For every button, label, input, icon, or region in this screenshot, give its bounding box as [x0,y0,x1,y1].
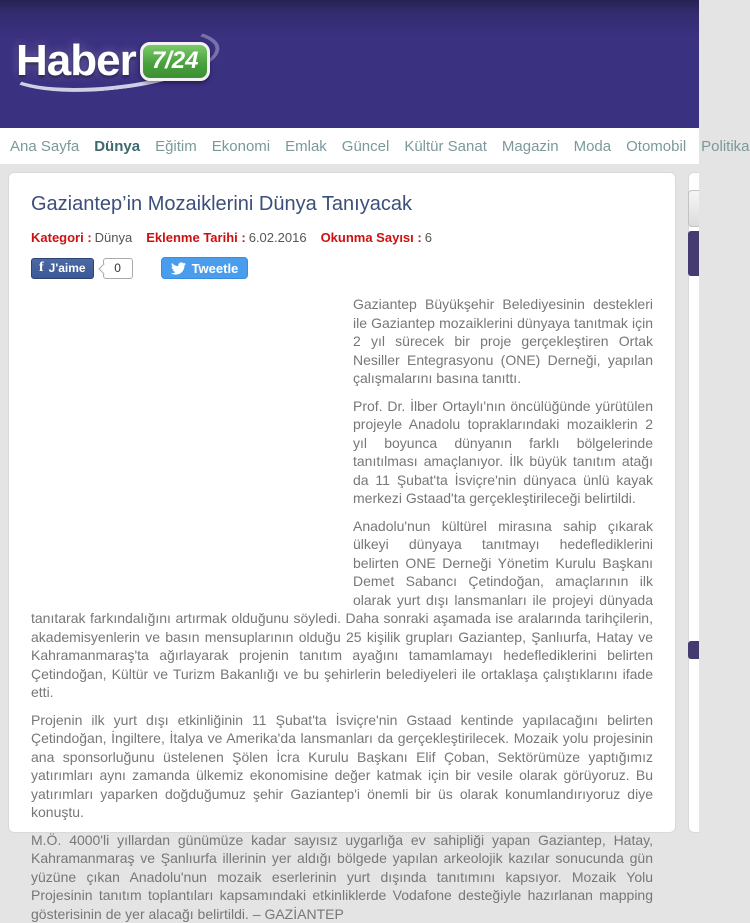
nav-item-dunya[interactable]: Dünya [94,138,140,155]
article-paragraph: M.Ö. 4000'li yıllardan günümüze kadar sayısız uygarlığa ev sahipliği yapan Gaziantep, Hatay, Kahramanmaraş ve Şanlıurfa illerinin yer aldığı bölgede yapılan arkeolojik kazılar sonucunda gün yüzüne çıkan Anadolu'nun mozaik eserlerinin yurt dışında tanıtımını kapsıyor. Mozaik Yolu Projesinin tanıtım toplantıları kapsamındaki etkinliklerde Vodafone desteğiyle hazırlanan mapping gösterisinin de yer alacağı belirtildi. – GAZİANTEP [31,831,653,923]
article-title: Gaziantep’in Mozaiklerini Dünya Tanıyacak [31,193,653,216]
article-card [8,172,676,833]
meta-category-value: Dünya [95,230,133,245]
nav-item-politika[interactable]: Politika [701,138,749,155]
article-paragraph: Gaziantep Büyükşehir Belediyesinin destekleri ile Gaziantep mozaiklerini dünyaya tanıtmak için 2 yıl sürecek bir proje gerçekleştiren Ortak Nesiller Entegrasyonu (ONE) Derneği, yapılan çalışmalarını basına tanıttı. [31,295,653,388]
sidebar-widget-button-purple-bottom[interactable] [688,641,699,659]
nav-item-otomobil[interactable]: Otomobil [626,138,686,155]
nav-item-moda[interactable]: Moda [574,138,612,155]
tweet-button-label: Tweetle [192,261,239,276]
main-navigation [0,128,699,164]
facebook-like-button[interactable] [31,258,94,279]
meta-date-label: Eklenme Tarihi : [146,230,245,245]
meta-category-label: Kategori : [31,230,92,245]
logo-text: Haber [16,36,136,86]
meta-date [146,230,306,245]
nav-item-emlak[interactable]: Emlak [285,138,327,155]
article-paragraph: Prof. Dr. İlber Ortaylı'nın öncülüğünde yürütülen projeyle Anadolu topraklarındaki mozaiklerin 2 yıl boyunca dünyanın farklı bölgelerinde tanıtılması amaçlanıyor. İlk büyük tanıtım atağı da 11 Şubat'ta İsviçre'nin dünyaca ünlü kayak merkezi Gstaad'ta gerçekleştirileceği belirtildi. [31,397,653,508]
article-meta [31,230,653,245]
article-image-placeholder [31,295,343,591]
nav-item-egitim[interactable]: Eğitim [155,138,197,155]
like-count-badge: 0 [103,258,133,279]
nav-item-kultur-sanat[interactable]: Kültür Sanat [404,138,487,155]
meta-category [31,230,132,245]
article-paragraph: Anadolu'nun kültürel mirasına sahip çıkarak ülkeyi dünyaya tanıtmayı hedeflediklerini belirten ONE Derneği Yönetim Kurulu Başkanı Demet Sabancı Çetindoğan, amaçlarının ilk olarak yurt dışı lansmanları ile projeyi dünyada tanıtarak farkındalığını artırmak olduğunu söyledi. Daha sonraki aşamada ise aralarında tarihçilerin, akademisyenlerin ve basın mensuplarının olduğu 25 kişilik grupları Gaziantep, Şanlıurfa, Hatay ve Kahramanmaraş'ta ağırlayarak projenin tanıtım ayağını tamamlamayı hedeflediklerini belirten Çetindoğan, Kültür ve Turizm Bakanlığı ve bu şehirlerin belediyeleri ile ortaklaşa çalıştıklarını ifade etti. [31,517,653,702]
logo-badge-7-24: 7/24 [140,42,211,81]
site-header [0,0,699,128]
nav-item-ekonomi[interactable]: Ekonomi [212,138,270,155]
facebook-icon: f [39,260,44,276]
sidebar-widget-button-gray[interactable] [688,190,699,227]
nav-item-magazin[interactable]: Magazin [502,138,559,155]
meta-read-count [321,230,432,245]
facebook-like-label: J'aime [49,261,86,275]
article-paragraph: Projenin ilk yurt dışı etkinliğinin 11 Şubat'ta İsviçre'nin Gstaad kentinde yapılacağını belirten Çetindoğan, İngiltere, İtalya ve Amerika'da lansmanları da gerçekleştirilecek. Mozaik yolu projesinin ana sponsorluğunu üstelenen Şölen İcra Kurulu Başkanı Elif Çoban, Sektörümüze yaptığımız yatırımları aynı zamanda ülkemiz ekonomisine değer katmak için bir vesile olarak görüyoruz. Bu yatırımları yaparken doğduğumuz şehir Gaziantep'i önemli bir üs olarak konumlandırıyoruz diye konuştu. [31,711,653,822]
meta-read-count-value: 6 [425,230,432,245]
site-logo[interactable] [16,36,210,86]
social-share-row [31,257,653,279]
twitter-bird-icon [171,262,186,275]
nav-item-ana-sayfa[interactable]: Ana Sayfa [10,138,79,155]
meta-read-count-label: Okunma Sayısı : [321,230,422,245]
nav-item-guncel[interactable]: Güncel [342,138,390,155]
tweet-button[interactable] [161,257,249,279]
meta-date-value: 6.02.2016 [249,230,307,245]
sidebar-widget-button-purple[interactable] [688,231,699,276]
article-body [31,295,653,923]
